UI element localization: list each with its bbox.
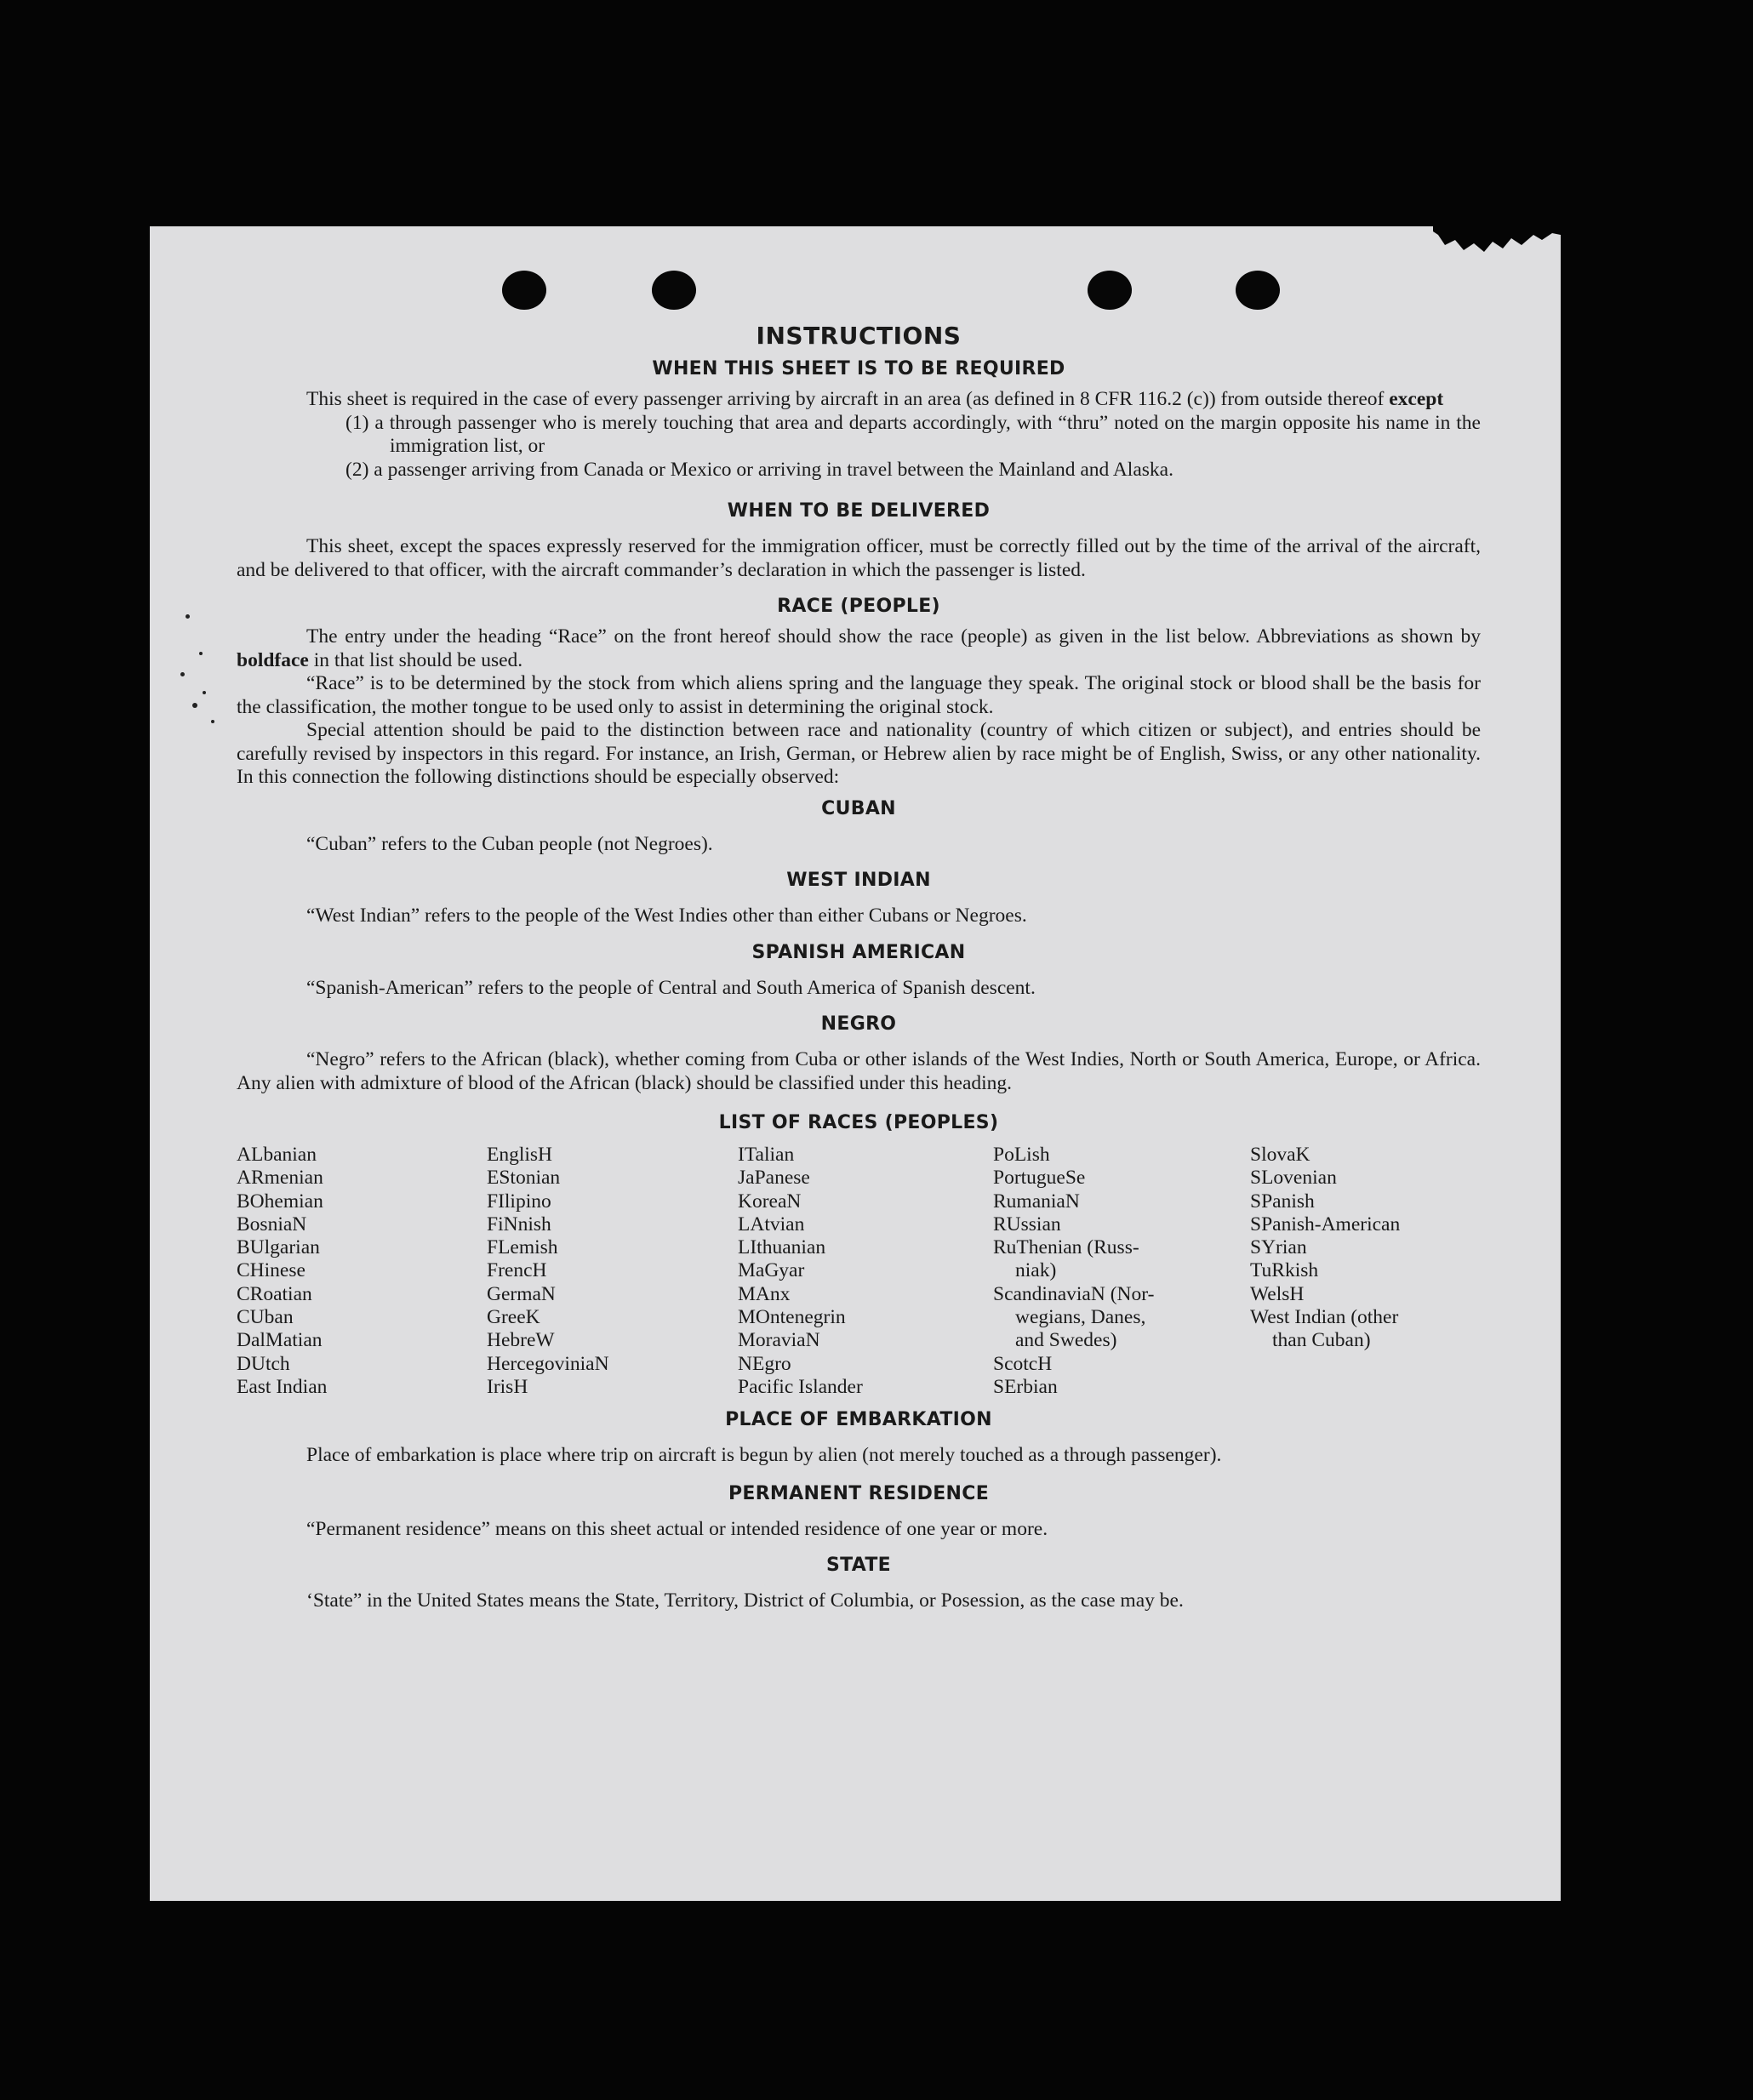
- punch-hole: [1236, 271, 1280, 310]
- list-item: EnglisH: [487, 1144, 553, 1166]
- list-item: MoraviaN: [738, 1329, 820, 1352]
- list-item: EStonian: [487, 1167, 561, 1190]
- list-item: and Swedes): [1015, 1329, 1117, 1352]
- list-item: DUtch: [237, 1352, 290, 1375]
- list-item: KoreaN: [738, 1190, 802, 1213]
- list-item: Pacific Islander: [738, 1375, 863, 1398]
- list-item: GreeK: [487, 1306, 540, 1329]
- list-item: SPanish-American: [1250, 1213, 1401, 1235]
- list-item: ScandinaviaN (Nor-: [993, 1282, 1155, 1305]
- list-item: BOhemian: [237, 1190, 323, 1213]
- list-item: FIlipino: [487, 1190, 551, 1213]
- list-item: RuThenian (Russ-: [993, 1236, 1139, 1259]
- list-item: SLovenian: [1250, 1167, 1337, 1190]
- paragraph: This sheet, except the spaces expressly reserved for the immigration officer, must be correctly filled out by the time of the arrival of the aircraft, and be delivered to that officer, with the aircraft commander’s declaration in which the passenger is listed.: [237, 535, 1481, 581]
- list-item: RUssian: [993, 1213, 1061, 1235]
- list-item: JaPanese: [738, 1167, 810, 1190]
- list-item: TuRkish: [1250, 1259, 1319, 1282]
- section-heading: NEGRO: [820, 1013, 897, 1035]
- paragraph: ‘State” in the United States means the State, Territory, District of Columbia, or Posession, as the case may be.: [306, 1589, 1184, 1612]
- list-item: CUban: [237, 1306, 294, 1329]
- section-heading: PLACE OF EMBARKATION: [725, 1409, 992, 1431]
- section-heading: RACE (PEOPLE): [777, 596, 940, 617]
- list-item: LAtvian: [738, 1213, 805, 1235]
- paragraph: “Spanish-American” refers to the people of Central and South America of Spanish descent.: [306, 976, 1036, 999]
- document-body: [237, 322, 1481, 1613]
- list-item: ALbanian: [237, 1144, 317, 1166]
- section-heading: LIST OF RACES (PEOPLES): [718, 1112, 999, 1133]
- list-item: RumaniaN: [993, 1190, 1080, 1213]
- paragraph: “Cuban” refers to the Cuban people (not Negroes).: [306, 832, 713, 855]
- list-item: BUlgarian: [237, 1236, 320, 1259]
- document-sheet: [150, 226, 1561, 1901]
- list-item: West Indian (other: [1250, 1306, 1399, 1329]
- list-item: MAnx: [738, 1282, 791, 1305]
- list-item: FrencH: [487, 1259, 547, 1282]
- torn-corner: [1433, 226, 1561, 260]
- races-column: [487, 1144, 738, 1399]
- races-column: [237, 1144, 487, 1399]
- list-item: HebreW: [487, 1329, 555, 1352]
- list-item: (2) a passenger arriving from Canada or Mexico or arriving in travel between the Mainland and Alaska.: [345, 458, 1173, 481]
- list-item: niak): [1015, 1259, 1057, 1282]
- races-column: [1250, 1144, 1481, 1399]
- paragraph: “Negro” refers to the African (black), whether coming from Cuba or other islands of the West Indies, North or South America, Europe, or Africa. Any alien with admixture of blood of the African (black) should be classified under this heading.: [237, 1048, 1481, 1094]
- section-heading: WHEN TO BE DELIVERED: [727, 500, 991, 522]
- list-item: East Indian: [237, 1375, 328, 1398]
- section-heading: WHEN THIS SHEET IS TO BE REQUIRED: [652, 358, 1065, 379]
- list-item: than Cuban): [1272, 1329, 1371, 1352]
- list-item: HercegoviniaN: [487, 1352, 609, 1375]
- list-item: PortugueSe: [993, 1167, 1086, 1190]
- list-item: wegians, Danes,: [1015, 1306, 1146, 1329]
- section-heading: PERMANENT RESIDENCE: [728, 1482, 990, 1504]
- paragraph: The entry under the heading “Race” on the front hereof should show the race (people) as given in the list below. Abbreviations as shown by boldface in that list should be used.: [237, 625, 1481, 671]
- list-item: LIthuanian: [738, 1236, 826, 1259]
- list-item: MOntenegrin: [738, 1306, 846, 1329]
- list-item: PoLish: [993, 1144, 1050, 1166]
- document-title: INSTRUCTIONS: [756, 322, 962, 350]
- list-item: FiNnish: [487, 1213, 551, 1235]
- paragraph: Place of embarkation is place where trip on aircraft is begun by alien (not merely touched as a through passenger).: [306, 1444, 1222, 1467]
- list-item: NEgro: [738, 1352, 791, 1375]
- races-list: [237, 1144, 1481, 1399]
- list-item: CRoatian: [237, 1282, 312, 1305]
- list-item: MaGyar: [738, 1259, 805, 1282]
- list-item: FLemish: [487, 1236, 558, 1259]
- section-heading: SPANISH AMERICAN: [751, 941, 966, 963]
- paragraph: “Race” is to be determined by the stock from which aliens spring and the language they speak. The original stock or blood shall be the basis for the classification, the mother tongue to be used only to assist in determining the original stock.: [237, 672, 1481, 718]
- punch-hole: [652, 271, 696, 310]
- list-item: SYrian: [1250, 1236, 1307, 1259]
- list-item: GermaN: [487, 1282, 556, 1305]
- section-heading: STATE: [826, 1555, 891, 1577]
- section-heading: CUBAN: [821, 797, 896, 819]
- races-column: [993, 1144, 1250, 1399]
- list-item: ARmenian: [237, 1167, 323, 1190]
- punch-hole: [502, 271, 546, 310]
- list-item: SlovaK: [1250, 1144, 1310, 1166]
- paragraph: “Permanent residence” means on this sheet actual or intended residence of one year or more.: [306, 1517, 1048, 1540]
- list-item: SErbian: [993, 1375, 1058, 1398]
- paragraph: Special attention should be paid to the distinction between race and nationality (country of which citizen or subject), and entries should be carefully revised by inspectors in this regard. For instance, an Irish, German, or Hebrew alien by race might be of English, Swiss, or any other nationality. In this connection the following distinctions should be especially observed:: [237, 719, 1481, 788]
- list-item: ITalian: [738, 1144, 795, 1166]
- list-item: CHinese: [237, 1259, 305, 1282]
- list-item: DalMatian: [237, 1329, 323, 1352]
- list-item: ScotcH: [993, 1352, 1053, 1375]
- paragraph: “West Indian” refers to the people of the West Indies other than either Cubans or Negroes.: [306, 904, 1027, 927]
- paragraph: This sheet is required in the case of every passenger arriving by aircraft in an area (as defined in 8 CFR 116.2 (c)) from outside thereof except: [306, 388, 1444, 410]
- list-item: WelsH: [1250, 1282, 1305, 1305]
- punch-hole: [1088, 271, 1132, 310]
- list-item: (1) a through passenger who is merely touching that area and departs accordingly, with “thru” noted on the margin opposite his name in the immigration list, or: [345, 411, 1481, 457]
- races-column: [738, 1144, 993, 1399]
- list-item: BosniaN: [237, 1213, 307, 1235]
- list-item: SPanish: [1250, 1190, 1315, 1213]
- section-heading: WEST INDIAN: [786, 870, 931, 891]
- list-item: IrisH: [487, 1375, 528, 1398]
